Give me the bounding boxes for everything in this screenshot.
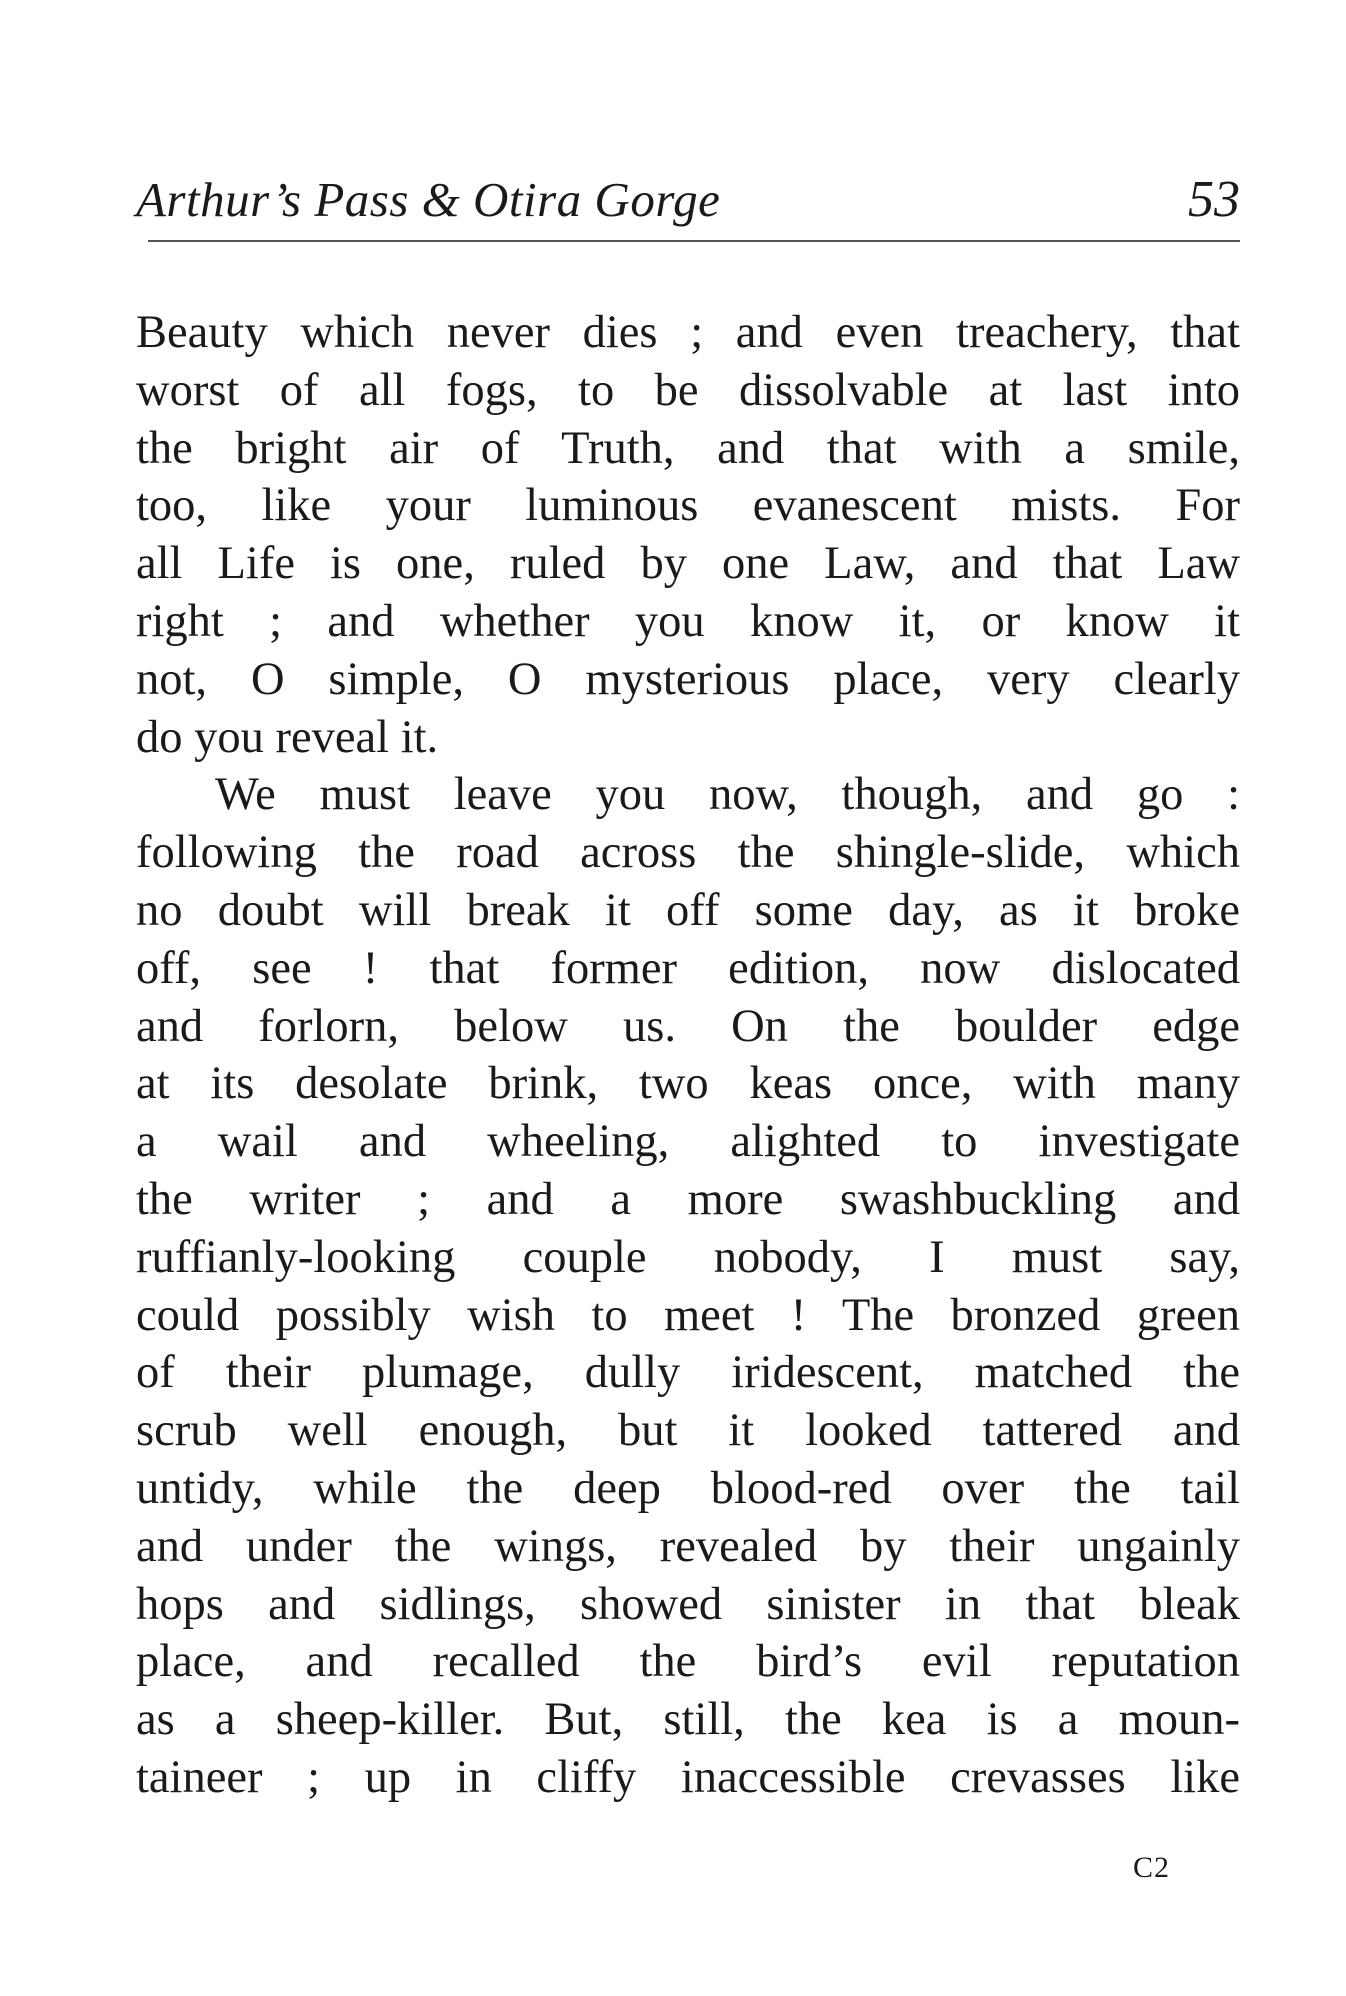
text-line: of their plumage, dully iridescent, matched the	[136, 1347, 1240, 1399]
text-line: too, like your luminous evanescent mists. For	[136, 480, 1240, 532]
text-line: at its desolate brink, two keas once, with many	[136, 1058, 1240, 1110]
body-text	[136, 304, 1240, 1807]
text-line: no doubt will break it off some day, as it broke	[136, 884, 1240, 936]
text-line: the bright air of Truth, and that with a smile,	[136, 422, 1240, 474]
text-line: worst of all fogs, to be dissolvable at last into	[136, 364, 1240, 416]
text-line: following the road across the shingle-slide, which	[136, 827, 1240, 879]
text-line: a wail and wheeling, alighted to investigate	[136, 1116, 1240, 1168]
signature-mark: C2	[1132, 1851, 1170, 1884]
paragraph-start-line: We must leave you now, though, and go :	[215, 769, 1240, 821]
text-line: taineer ; up in cliffy inaccessible crevasses like	[136, 1751, 1240, 1803]
page-number: 53	[1188, 171, 1240, 228]
text-line: and forlorn, below us. On the boulder edge	[136, 1000, 1240, 1052]
text-line: all Life is one, ruled by one Law, and that Law	[136, 538, 1240, 590]
running-title: Arthur’s Pass & Otira Gorge	[136, 172, 721, 227]
text-line: Beauty which never dies ; and even treachery, that	[136, 307, 1240, 358]
text-line: off, see ! that former edition, now dislocated	[136, 942, 1240, 994]
text-line: scrub well enough, but it looked tattered and	[136, 1405, 1240, 1457]
text-line: place, and recalled the bird’s evil reputation	[136, 1636, 1240, 1688]
text-line: as a sheep-killer. But, still, the kea is a moun-	[136, 1694, 1240, 1746]
text-line: ruffianly-looking couple nobody, I must say,	[136, 1231, 1240, 1283]
running-head	[136, 168, 1240, 232]
text-line: could possibly wish to meet ! The bronzed green	[136, 1289, 1240, 1341]
text-line: the writer ; and a more swashbuckling and	[136, 1173, 1240, 1225]
paragraph-end-line: do you reveal it.	[136, 711, 439, 763]
text-line: right ; and whether you know it, or know it	[136, 595, 1240, 647]
text-line: not, O simple, O mysterious place, very clearly	[136, 653, 1240, 705]
text-line: and under the wings, revealed by their ungainly	[136, 1520, 1240, 1572]
text-line: untidy, while the deep blood-red over the tail	[136, 1462, 1240, 1514]
header-rule	[148, 240, 1240, 242]
text-line: hops and sidlings, showed sinister in that bleak	[136, 1578, 1240, 1630]
